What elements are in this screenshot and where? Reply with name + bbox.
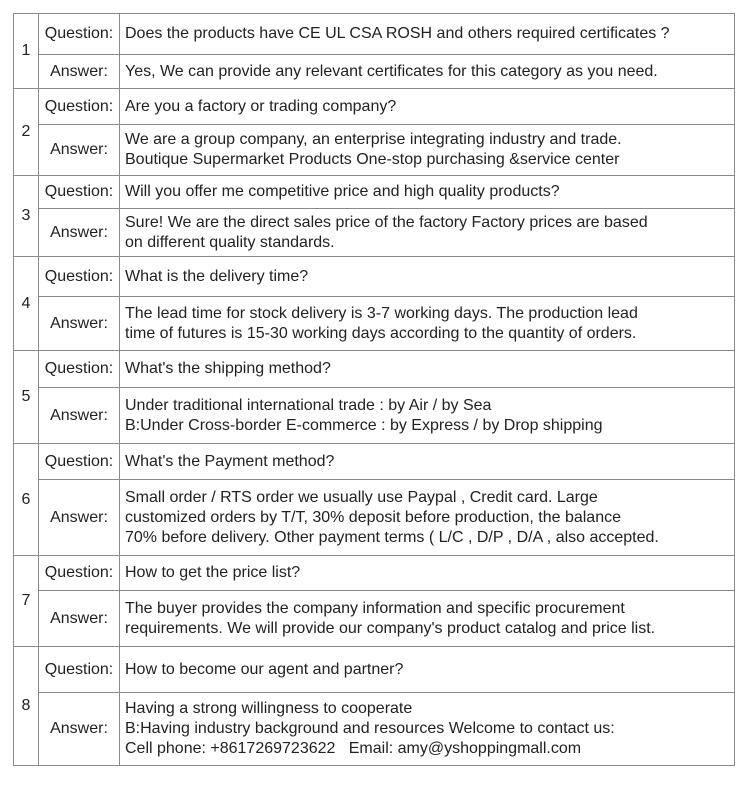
faq-question-row bbox=[14, 351, 735, 388]
faq-answer-row bbox=[14, 125, 735, 176]
question-label: Question: bbox=[39, 89, 120, 125]
answer-line: requirements. We will provide our company's product catalog and price list. bbox=[125, 619, 656, 637]
faq-answer-row bbox=[14, 480, 735, 556]
answer-label: Answer: bbox=[39, 388, 120, 444]
faq-answer-row bbox=[14, 388, 735, 444]
faq-question-row bbox=[14, 89, 735, 125]
faq-number: 7 bbox=[14, 556, 39, 647]
question-label: Question: bbox=[39, 444, 120, 480]
faq-number: 8 bbox=[14, 647, 39, 766]
faq-number: 1 bbox=[14, 14, 39, 89]
faq-answer-row bbox=[14, 693, 735, 766]
question-label: Question: bbox=[39, 14, 120, 55]
question-label: Question: bbox=[39, 257, 120, 297]
answer-line: Yes, We can provide any relevant certificates for this category as you need. bbox=[125, 62, 658, 80]
answer-text bbox=[120, 388, 735, 444]
question-label: Question: bbox=[39, 556, 120, 591]
faq-question-row bbox=[14, 257, 735, 297]
faq-question-row bbox=[14, 647, 735, 693]
question-label: Question: bbox=[39, 647, 120, 693]
faq-table bbox=[13, 13, 735, 766]
answer-line: time of futures is 15-30 working days according to the quantity of orders. bbox=[125, 324, 637, 342]
answer-label: Answer: bbox=[39, 209, 120, 257]
answer-line: Sure! We are the direct sales price of the factory Factory prices are based bbox=[125, 213, 648, 231]
answer-line: on different quality standards. bbox=[125, 233, 335, 251]
faq-question-row bbox=[14, 14, 735, 55]
answer-text bbox=[120, 591, 735, 647]
faq-number: 3 bbox=[14, 176, 39, 257]
answer-line: Under traditional international trade : by Air / by Sea bbox=[125, 396, 492, 414]
answer-line: Small order / RTS order we usually use Paypal , Credit card. Large bbox=[125, 488, 598, 506]
answer-line: Cell phone: +8617269723622 Email: amy@yshoppingmall.com bbox=[125, 740, 582, 757]
faq-question-row bbox=[14, 444, 735, 480]
question-text: Will you offer me competitive price and high quality products? bbox=[120, 176, 735, 209]
answer-line: B:Having industry background and resources Welcome to contact us: bbox=[125, 720, 615, 737]
faq-number: 6 bbox=[14, 444, 39, 556]
question-label: Question: bbox=[39, 176, 120, 209]
faq-question-row bbox=[14, 556, 735, 591]
answer-label: Answer: bbox=[39, 125, 120, 176]
answer-label: Answer: bbox=[39, 480, 120, 556]
question-text: How to get the price list? bbox=[120, 556, 735, 591]
answer-line: Having a strong willingness to cooperate bbox=[125, 700, 413, 717]
answer-line: The buyer provides the company information and specific procurement bbox=[125, 599, 625, 617]
question-text: Are you a factory or trading company? bbox=[120, 89, 735, 125]
faq-answer-row bbox=[14, 55, 735, 89]
faq-answer-row bbox=[14, 297, 735, 351]
faq-number: 2 bbox=[14, 89, 39, 176]
answer-line: B:Under Cross-border E-commerce : by Express / by Drop shipping bbox=[125, 416, 603, 434]
answer-text bbox=[120, 125, 735, 176]
answer-line: 70% before delivery. Other payment terms ( L/C , D/P , D/A , also accepted. bbox=[125, 528, 659, 546]
faq-question-row bbox=[14, 176, 735, 209]
question-text: What is the delivery time? bbox=[120, 257, 735, 297]
answer-text bbox=[120, 209, 735, 257]
faq-number: 4 bbox=[14, 257, 39, 351]
faq-answer-row bbox=[14, 209, 735, 257]
answer-line: customized orders by T/T, 30% deposit before production, the balance bbox=[125, 508, 621, 526]
answer-text bbox=[120, 480, 735, 556]
answer-label: Answer: bbox=[39, 693, 120, 766]
answer-text bbox=[120, 55, 735, 89]
answer-line: We are a group company, an enterprise integrating industry and trade. bbox=[125, 131, 622, 148]
question-text: What's the Payment method? bbox=[120, 444, 735, 480]
faq-table-container bbox=[13, 13, 735, 766]
answer-line: The lead time for stock delivery is 3-7 working days. The production lead bbox=[125, 304, 638, 322]
answer-label: Answer: bbox=[39, 297, 120, 351]
faq-answer-row bbox=[14, 591, 735, 647]
question-text: How to become our agent and partner? bbox=[120, 647, 735, 693]
answer-line: Boutique Supermarket Products One-stop purchasing &service center bbox=[125, 151, 620, 168]
answer-label: Answer: bbox=[39, 591, 120, 647]
answer-label: Answer: bbox=[39, 55, 120, 89]
answer-text bbox=[120, 297, 735, 351]
answer-text bbox=[120, 693, 735, 766]
question-text: What's the shipping method? bbox=[120, 351, 735, 388]
question-text: Does the products have CE UL CSA ROSH and others required certificates ? bbox=[120, 14, 735, 55]
faq-number: 5 bbox=[14, 351, 39, 444]
question-label: Question: bbox=[39, 351, 120, 388]
